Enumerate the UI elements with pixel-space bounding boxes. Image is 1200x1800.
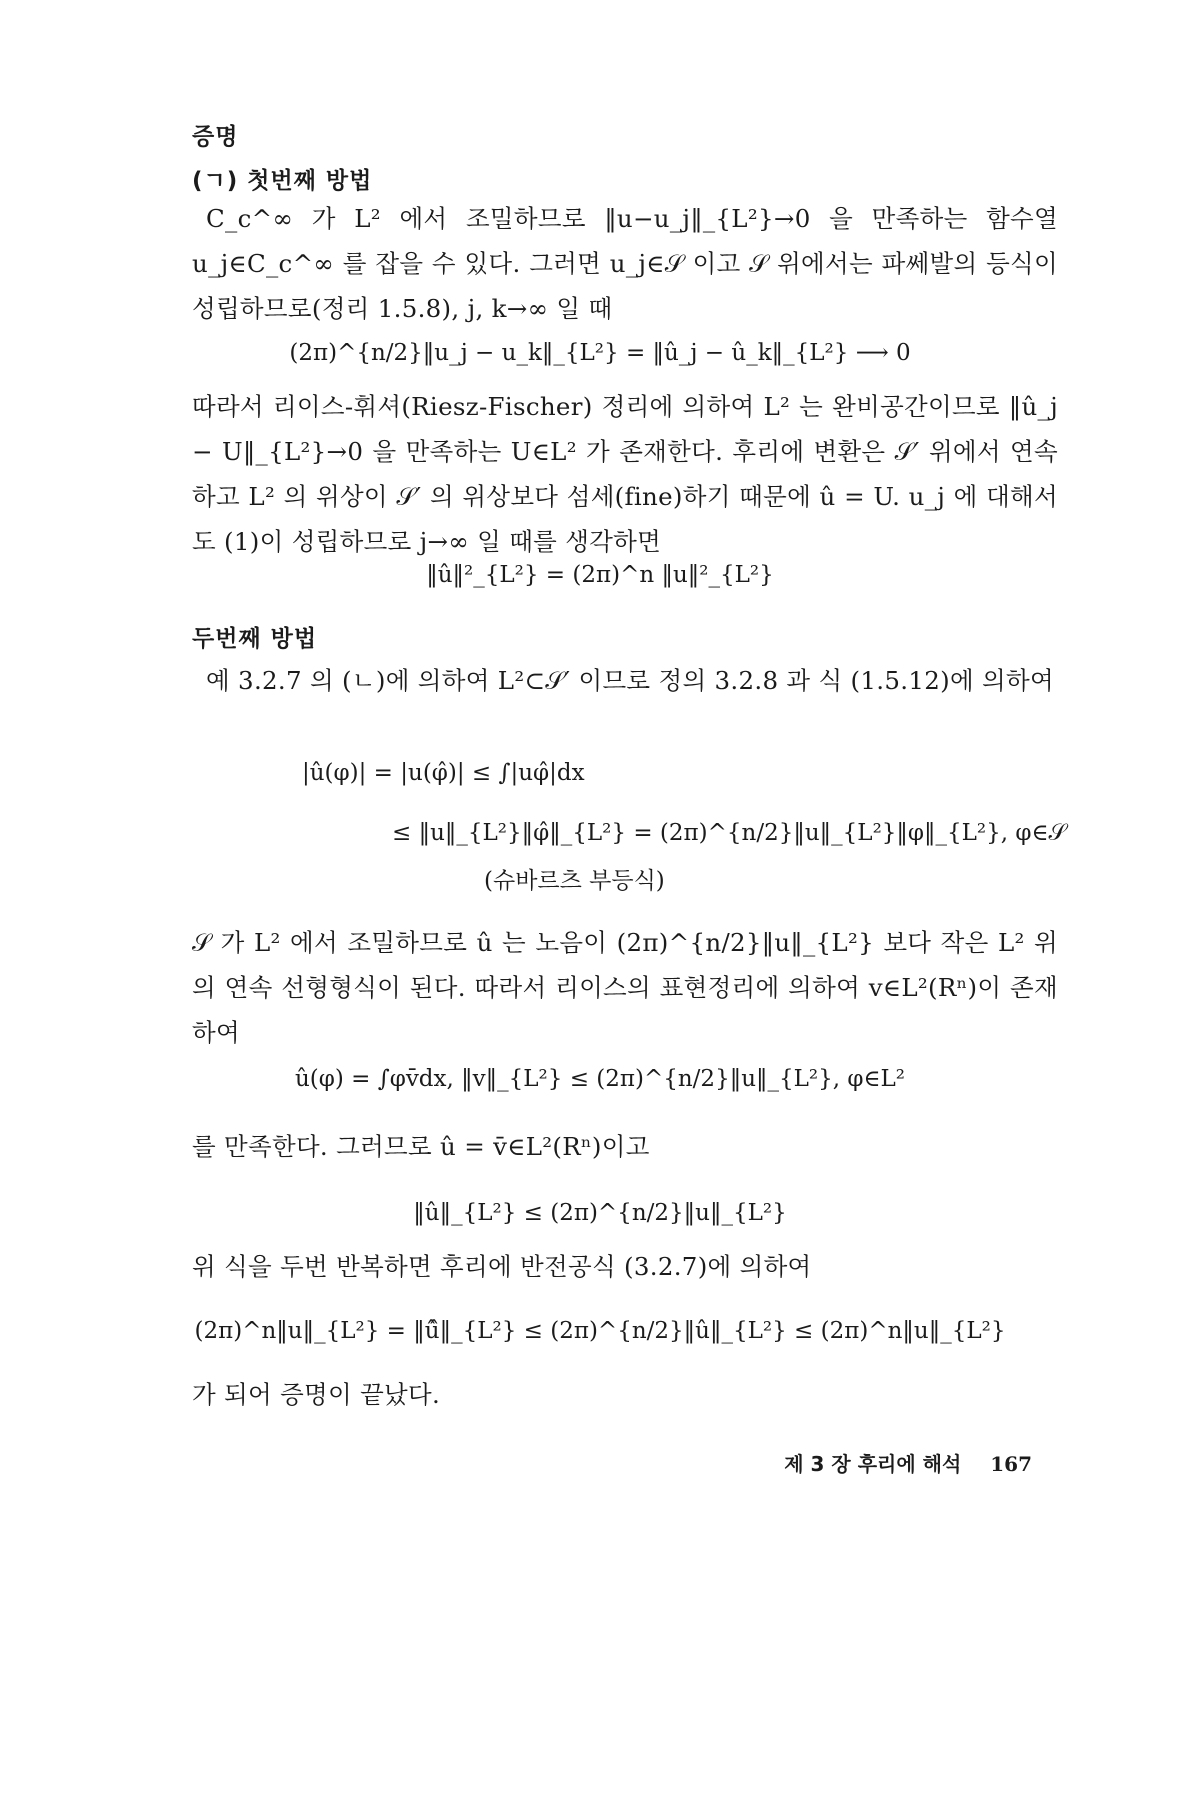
method1-paragraph-1: C_c^∞ 가 L² 에서 조밀하므로 ‖u−u_j‖_{L²}→0 을 만족하는 함수열 u_j∈C_c^∞ 를 잡을 수 있다. 그러면 u_j∈𝒮 이고 𝒮 위에서는 파쎄발의 등식이 성립하므로(정리 1.5.8), j, k→∞ 일 때 bbox=[192, 204, 1058, 323]
equation-6: (2π)^n‖u‖_{L²} = ‖û̂‖_{L²} ≤ (2π)^{n/2}‖û‖_{L²} ≤ (2π)^n‖u‖_{L²} bbox=[194, 1318, 1006, 1344]
method2-paragraph-3: 를 만족한다. 그러므로 û = v̄∈L²(Rⁿ)이고 bbox=[192, 1132, 650, 1161]
equation-4: û(φ) = ∫φv̄dx, ‖v‖_{L²} ≤ (2π)^{n/2}‖u‖_{L²}, φ∈L² bbox=[294, 1066, 906, 1092]
equation-1: (2π)^{n/2}‖u_j − u_k‖_{L²} = ‖û_j − û_k‖_{L²} ⟶ 0 bbox=[289, 340, 911, 366]
method2-paragraph-2: 𝒮 가 L² 에서 조밀하므로 û 는 노음이 (2π)^{n/2}‖u‖_{L²} 보다 작은 L² 위의 연속 선형형식이 된다. 따라서 리이스의 표현정리에 의하여 v∈L²(Rⁿ)이 존재하여 bbox=[192, 928, 1058, 1047]
method1-heading: (ㄱ) 첫번째 방법 bbox=[192, 168, 373, 194]
method2-paragraph-1: 예 3.2.7 의 (ㄴ)에 의하여 L²⊂𝒮′ 이므로 정의 3.2.8 과 식 (1.5.12)에 의하여 bbox=[206, 666, 1054, 695]
equation-3-line-1: |û(φ)| = |u(φ̂)| ≤ ∫|uφ̂|dx bbox=[302, 760, 585, 786]
chapter-title: 제 3 장 후리에 해석 bbox=[784, 1452, 962, 1476]
proof-heading: 증명 bbox=[192, 124, 239, 150]
method2-paragraph-4: 위 식을 두번 반복하면 후리에 반전공식 (3.2.7)에 의하여 bbox=[192, 1252, 812, 1281]
equation-5: ‖û‖_{L²} ≤ (2π)^{n/2}‖u‖_{L²} bbox=[413, 1200, 787, 1226]
method1-paragraph-2: 따라서 리이스-휘셔(Riesz-Fischer) 정리에 의하여 L² 는 완비공간이므로 ‖û_j − U‖_{L²}→0 을 만족하는 U∈L² 가 존재한다. 후리에 변환은 𝒮′ 위에서 연속하고 L² 의 위상이 𝒮′ 의 위상보다 섬세(fine)하기 때문에 û = U. u_j 에 대해서도 (1)이 성립하므로 j→∞ 일 때를 생각하면 bbox=[192, 392, 1058, 556]
page-number: 167 bbox=[990, 1452, 1032, 1476]
equation-3-line-2: ≤ ‖u‖_{L²}‖φ̂‖_{L²} = (2π)^{n/2}‖u‖_{L²}‖φ‖_{L²}, φ∈𝒮 bbox=[392, 820, 1067, 846]
method2-paragraph-5: 가 되어 증명이 끝났다. bbox=[192, 1380, 441, 1409]
method2-heading: 두번째 방법 bbox=[192, 626, 318, 652]
schwarz-inequality-note: (슈바르츠 부등식) bbox=[484, 868, 665, 894]
page-footer bbox=[784, 1448, 1032, 1477]
equation-2: ‖û‖²_{L²} = (2π)^n ‖u‖²_{L²} bbox=[426, 562, 774, 588]
